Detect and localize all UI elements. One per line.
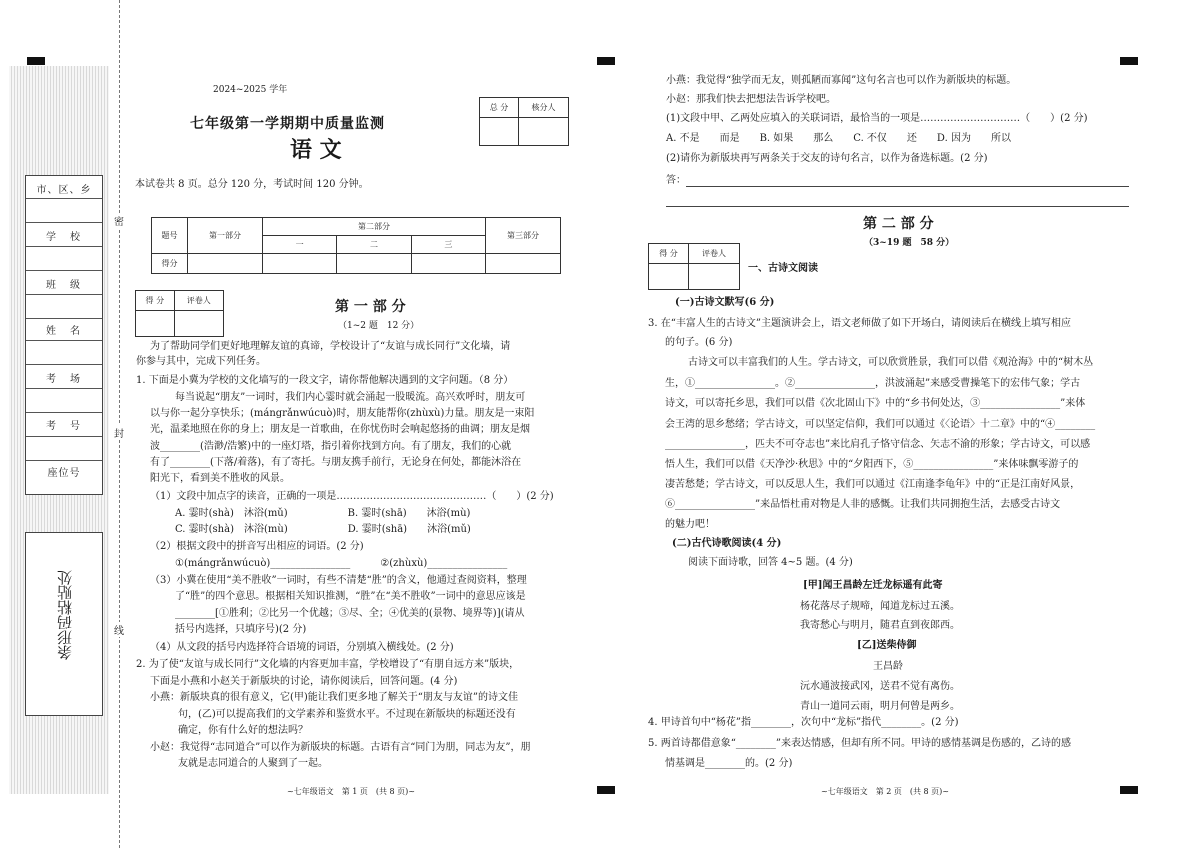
score-table-subheader: 二	[337, 236, 411, 254]
text-line: 为了帮助同学们更好地理解友谊的真谛，学校设计了“友谊与成长同行”文化墙，请	[150, 341, 511, 352]
grader-label: 评卷人	[174, 291, 223, 311]
text-line: 句，(乙)可以提高我们的文学素养和鉴赏水平。不过现在新版块的标题还没有	[178, 709, 516, 720]
text-line: ⑥________________”来品悟杜甫对物是人非的感慨。让我们共同拥抱生活，去感受古诗文	[665, 499, 1061, 510]
text-line: 会王湾的思乡愁绪；学古诗文，可以坚定信仰，我们可以通过《〈论语〉十二章》中的“④________	[665, 419, 1096, 430]
field-line	[26, 340, 102, 341]
total-score-label: 总 分	[480, 98, 519, 118]
text-line: 了“胜”的四个意思。根据相关知识推测，“胜”在“美不胜收”一词中的意思应该是	[175, 591, 526, 602]
school-year: 2024~2025 学年	[213, 85, 288, 95]
field-line	[26, 318, 102, 319]
barcode-label: 条形码粘贴处	[56, 570, 74, 660]
text-line: 有了________(下落/着落)，有了寄托。与朋友携手前行，无论身在何处，都能沐浴在	[150, 457, 522, 468]
option-line: A. 霎时(shà) 沐浴(mǔ) B. 霎时(shā) 沐浴(mù)	[175, 508, 471, 519]
score-table-subheader: 一	[263, 236, 337, 254]
subquestion: (1)文段中甲、乙两处应填入的关联词语，最恰当的一项是…………………………（ ）(2 分)	[666, 113, 1088, 124]
score-table-row-label: 得分	[152, 254, 188, 274]
part1-title: 第 一 部 分	[335, 299, 406, 315]
score-table-header: 第一部分	[188, 218, 263, 254]
text-line: 每当说起“朋友”一词时，我们内心霎时就会涌起一股暖流。高兴欢呼时，朋友可	[175, 392, 526, 403]
binding-cut-line	[119, 0, 120, 848]
grader-box	[648, 243, 740, 290]
field-line	[26, 222, 102, 223]
score-table-header: 题号	[152, 218, 188, 254]
field-label-exam-number: 考 号	[46, 421, 82, 432]
question-4: 4. 甲诗首句中“杨花”指________，次句中“龙标”指代________。(2 分)	[648, 717, 959, 728]
registration-mark	[1120, 786, 1138, 794]
poem-line: 我寄愁心与明月，随君直到夜郎西。	[800, 620, 960, 631]
text-line: 友就是志同道合的人聚到了一起。	[178, 758, 328, 769]
field-line	[26, 388, 102, 389]
page-footer-left: ~七年级语文 第 1 页 (共 8 页)~	[287, 787, 415, 796]
grader-score-label: 得 分	[649, 244, 689, 264]
seal-char-mi: 密	[114, 213, 124, 228]
text-line: ①(mángrǎnwúcuò)________________ ②(zhùxù)________________	[175, 558, 508, 569]
question-5: 5. 两首诗都借意象“________”来表达情感，但却有所不同。甲诗的感情基调是伤感的，乙诗的感	[648, 738, 1071, 749]
checker-label: 核分人	[519, 98, 569, 118]
subquestion: （1）文段中加点字的读音，正确的一项是………………………………………（ ）(2 分)	[150, 491, 554, 502]
exam-note: 本试卷共 8 页。总分 120 分，考试时间 120 分钟。	[135, 179, 369, 190]
field-label-seat: 座位号	[47, 468, 81, 479]
field-line	[26, 364, 102, 365]
text-line: 括号内选择，只填序号)(2 分)	[175, 624, 307, 635]
grader-score-label: 得 分	[136, 291, 175, 311]
poem-title: [甲]闻王昌龄左迁龙标遥有此寄	[803, 580, 943, 591]
field-line	[26, 460, 102, 461]
field-line	[26, 436, 102, 437]
subquestion: （3）小冀在使用“美不胜收”一词时，有些不清楚“胜”的含义，他通过查阅资料，整理	[150, 575, 527, 586]
text-line: 阳光下，看到美不胜收的风景。	[150, 473, 290, 484]
poem-author: 王昌龄	[873, 661, 903, 672]
field-label-class: 班 级	[46, 280, 82, 291]
subsection-title: (一)古诗文默写(6 分)	[675, 297, 775, 308]
score-table-header: 第三部分	[486, 218, 561, 254]
text-line: 小赵：我觉得“志同道合”可以作为新版块的标题。古语有言“同门为朋，同志为友”，朋	[150, 742, 531, 753]
poem-title: [乙]送柴侍御	[857, 640, 917, 651]
field-line	[26, 198, 102, 199]
text-line: 波________(浩渺/浩繁)中的一座灯塔，指引着你找到方向。有了朋友，我们的心就	[150, 441, 512, 452]
section-title: 一、古诗文阅读	[748, 263, 818, 274]
text-line: 情基调是________的。(2 分)	[665, 758, 793, 769]
text-line: ________________，匹夫不可夺志也”来比肩孔子恪守信念、矢志不渝的形象；学古诗文，可以感	[665, 439, 1091, 450]
poem-line: 青山一道同云雨，明月何曾是两乡。	[800, 701, 960, 712]
field-line	[26, 412, 102, 413]
text-line: 阅读下面诗歌，回答 4~5 题。(4 分)	[688, 557, 853, 568]
subquestion: （2）根据文段中的拼音写出相应的词语。(2 分)	[150, 541, 364, 552]
score-table	[151, 217, 561, 274]
score-table-header: 第二部分	[263, 218, 486, 236]
text-line: 下面是小燕和小赵关于新版块的讨论，请你阅读后，回答问题。(4 分)	[150, 676, 458, 687]
field-label-name: 姓 名	[46, 326, 82, 337]
text-line: 以与你一起分享快乐；(mángrǎnwúcuò)时，朋友能帮你(zhùxù)力量。朋友是一束阳	[150, 408, 535, 419]
text-line: 小赵：那我们快去把想法告诉学校吧。	[666, 94, 836, 105]
grader-box	[135, 290, 224, 337]
registration-mark	[27, 57, 45, 65]
field-label-exam-room: 考 场	[46, 374, 82, 385]
question-1: 1. 下面是小冀为学校的文化墙写的一段文字，请你帮他解决遇到的文字问题。（8 分）	[136, 375, 514, 386]
field-label-district: 市、区、乡	[36, 185, 92, 196]
text-line: 凄苦愁楚；学古诗文，可以反思人生，我们可以通过《江南逢李龟年》中的“正是江南好风景，	[665, 479, 1081, 490]
option-line: C. 霎时(shà) 沐浴(mù) D. 霎时(shā) 沐浴(mǔ)	[175, 524, 471, 535]
page-footer-right: ~七年级语文 第 2 页 (共 8 页)~	[821, 787, 949, 796]
seal-char-xian: 线	[114, 622, 124, 637]
subquestion: （4）从文段的括号内选择符合语境的词语，分别填入横线处。(2 分)	[150, 642, 454, 653]
option-line: A. 不是 而是 B. 如果 那么 C. 不仅 还 D. 因为 所以	[666, 133, 1011, 144]
subquestion: (2)请你为新版块再写两条关于交友的诗句名言，以作为备选标题。(2 分)	[666, 153, 988, 164]
question-2: 2. 为了使“友谊与成长同行”文化墙的内容更加丰富，学校增设了“有朋自远方来”版块，	[136, 659, 520, 670]
text-line: 光，温柔地照在你的身上；朋友是一首歌曲，在你忧伤时会响起悠扬的曲调；朋友是烟	[150, 424, 530, 435]
poem-line: 杨花落尽子规啼，闻道龙标过五溪。	[800, 601, 960, 612]
part1-subtitle: （1~2 题 12 分）	[338, 321, 420, 331]
subject-title: 语 文	[290, 137, 342, 163]
registration-mark	[597, 57, 615, 65]
grader-label: 评卷人	[688, 244, 739, 264]
text-line: 古诗文可以丰富我们的人生。学古诗文，可以欣赏胜景，我们可以借《观沧海》中的“树木丛	[688, 357, 1094, 368]
part2-title: 第 二 部 分	[863, 216, 934, 232]
answer-line	[666, 206, 1129, 207]
text-line: 的句子。(6 分)	[665, 337, 733, 348]
part2-subtitle: （3~19 题 58 分）	[864, 238, 955, 248]
text-line: 生，①________________。②________________，洪波涌起”来感受曹操笔下的宏伟气象；学古	[665, 378, 1081, 389]
text-line: 的魅力吧！	[665, 519, 715, 530]
field-line	[26, 294, 102, 295]
answer-line	[686, 186, 1129, 187]
text-line: 小燕：我觉得“独学而无友，则孤陋而寡闻”这句名言也可以作为新版块的标题。	[666, 75, 1017, 86]
subsection-title: (二)古代诗歌阅读(4 分)	[672, 538, 782, 549]
exam-title: 七年级第一学期期中质量监测	[190, 116, 385, 132]
question-3: 3. 在“丰富人生的古诗文”主题演讲会上，语文老师做了如下开场白，请阅读后在横线上填写相应	[648, 318, 1071, 329]
field-line	[26, 246, 102, 247]
text-line: 确定，你有什么好的想法吗？	[178, 725, 308, 736]
registration-mark	[597, 786, 615, 794]
score-table-subheader: 三	[411, 236, 485, 254]
field-label-school: 学 校	[46, 232, 82, 243]
field-line	[26, 270, 102, 271]
registration-mark	[1120, 57, 1138, 65]
text-line: 小燕：新版块真的很有意义，它(甲)能让我们更多地了解关于“朋友与友谊”的诗文佳	[150, 692, 519, 703]
text-line: 你参与其中，完成下列任务。	[136, 356, 266, 367]
text-line: 诗文，可以寄托乡思，我们可以借《次北固山下》中的“乡书何处达，③________________”来体	[665, 398, 1086, 409]
poem-line: 沅水通波接武冈，送君不觉有离伤。	[800, 681, 960, 692]
answer-label: 答：	[666, 175, 686, 186]
text-line: ________[①胜利；②比另一个优越；③尽、全；④优美的(景物、境界等)](请从	[175, 608, 525, 619]
total-score-box	[479, 97, 569, 146]
text-line: 悟人生，我们可以借《天净沙·秋思》中的“夕阳西下，⑤________________”来体味飘零游子的	[665, 459, 1079, 470]
seal-char-feng: 封	[114, 425, 124, 440]
